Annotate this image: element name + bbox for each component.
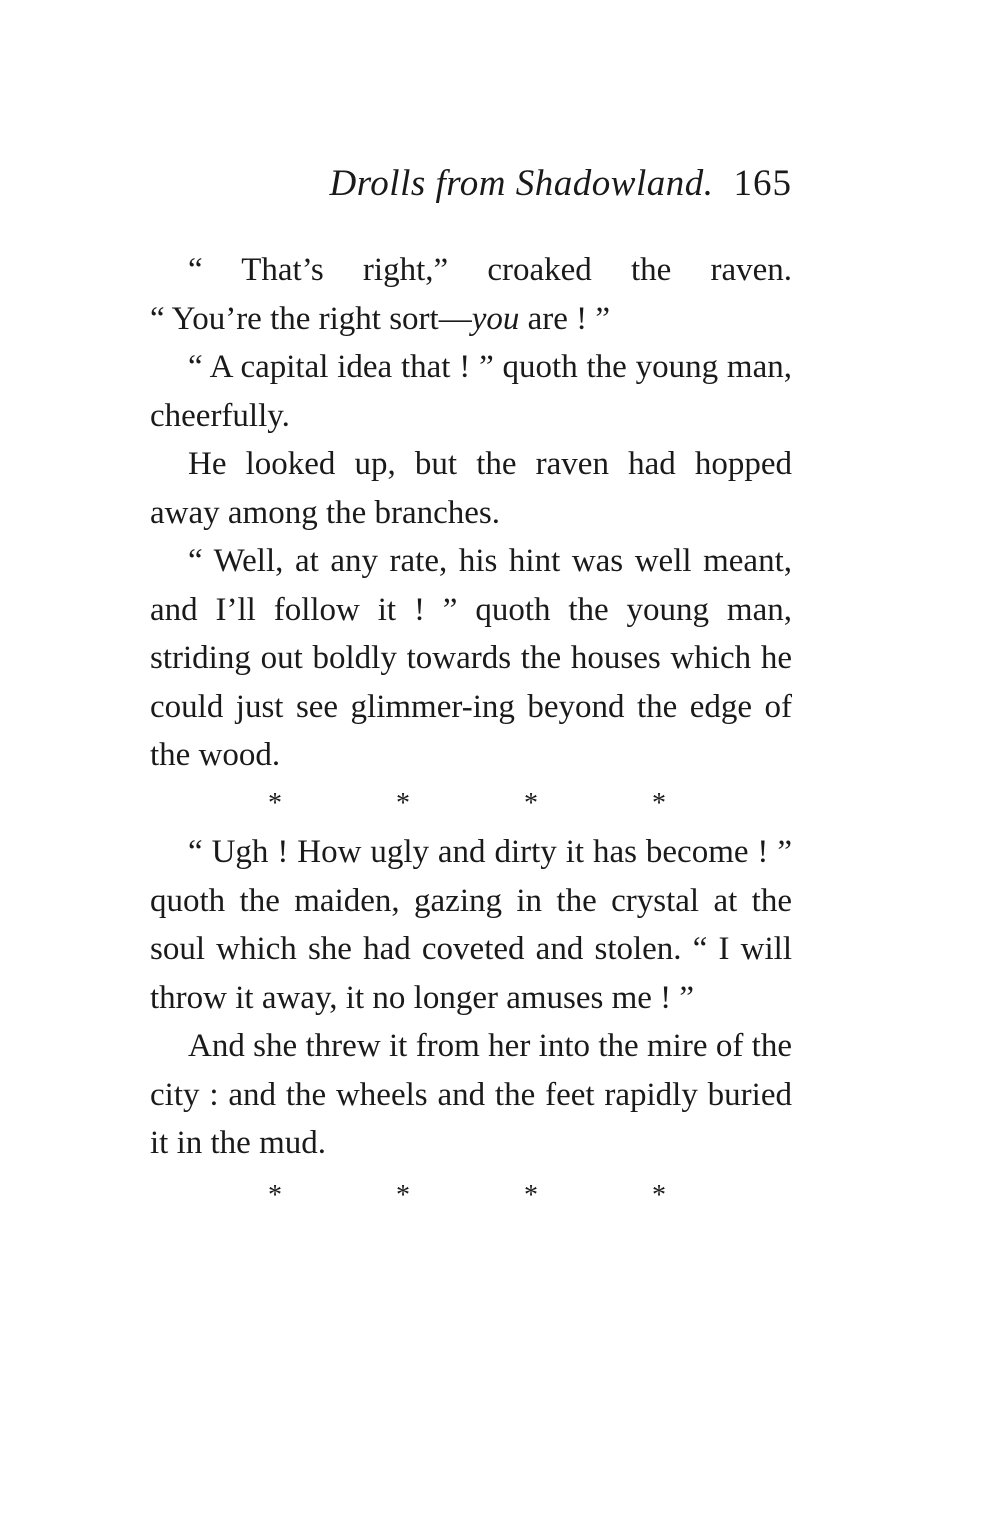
paragraph-1-line-2-end: are ! ” [519,300,611,337]
star-1: * [268,787,282,819]
paragraph-2: “ A capital idea that ! ” quoth the young man, cheerfully. [150,349,792,434]
running-head [150,162,792,214]
star-6: * [396,1179,410,1211]
page-number: 165 [733,163,792,204]
paragraph-6: And she threw it from her into the mire of the city : and the wheels and the feet rapidly buried it in the mud. [150,1028,792,1161]
paragraph-5: “ Ugh ! How ugly and dirty it has become ! ” quoth the maiden, gazing in the crystal at the soul which she had coveted and stolen. “ I will throw it away, it no longer amuses me ! ” [150,834,792,1016]
emphasis-you: you [471,300,520,337]
paragraph-1 [150,246,792,295]
star-2: * [396,787,410,819]
paragraph-1-line-2-start: “ You’re the right sort— [150,300,472,337]
page-text [150,246,792,1220]
paragraph-1-line-2 [150,295,792,344]
book-page [150,162,792,1220]
star-4: * [652,787,666,819]
paragraph-3: He looked up, but the raven had hopped away among the branches. [150,446,792,531]
star-7: * [524,1179,538,1211]
section-break-2 [150,1172,792,1221]
paragraph-1-line-1: “ That’s right,” croaked the raven. [188,252,792,288]
star-8: * [652,1179,666,1211]
running-title: Drolls from Shadowland. [329,163,714,204]
star-3: * [524,787,538,819]
star-5: * [268,1179,282,1211]
section-break-1 [150,780,792,829]
paragraph-4: “ Well, at any rate, his hint was well meant, and I’ll follow it ! ” quoth the young man, striding out boldly towards the houses which he could just see glimmer-ing beyond the edge of the wood. [150,543,792,773]
